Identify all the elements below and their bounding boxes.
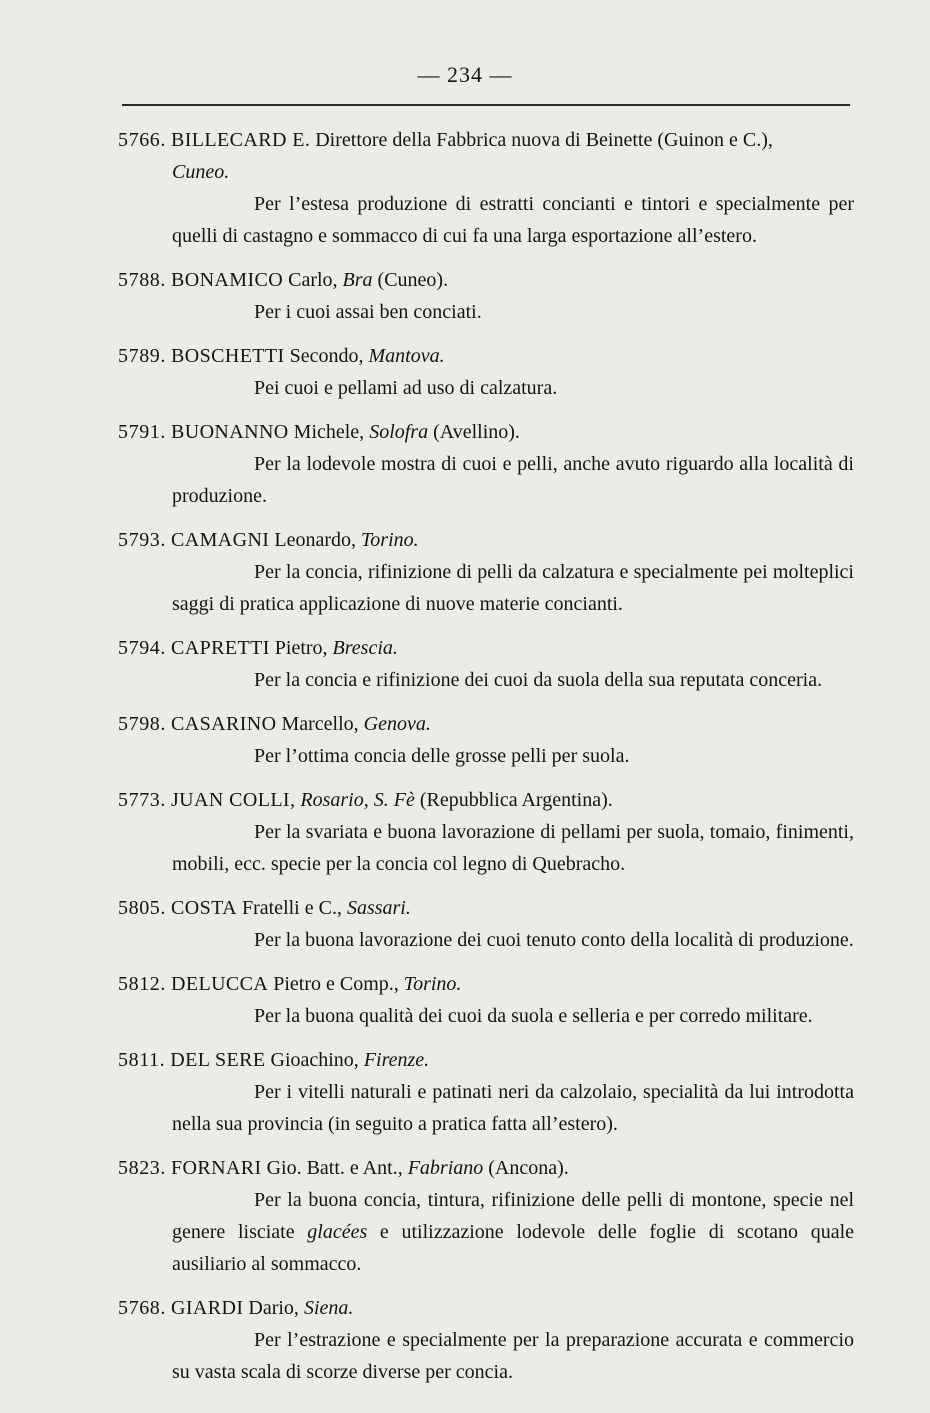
entry-details: Pietro, bbox=[269, 637, 333, 659]
entry-details: Direttore della Fabbrica nuova di Beinette (Guinon e C.), bbox=[310, 129, 773, 151]
entry-name: CASARINO bbox=[171, 713, 277, 735]
entry-number: 5794. bbox=[118, 637, 166, 659]
entry-region: (Ancona). bbox=[483, 1157, 569, 1179]
entry-description: Per l’estrazione e specialmente per la preparazione accurata e commercio su vasta scala di scorze diverse per concia. bbox=[172, 1329, 854, 1383]
entry-details: Gioachino, bbox=[265, 1049, 364, 1071]
entry-number: 5768. bbox=[118, 1297, 166, 1319]
entry-heading bbox=[118, 784, 854, 816]
entry-description: Per la svariata e buona lavorazione di pellami per suola, tomaio, finimenti, mobili, ecc. specie per la concia col legno di Quebracho. bbox=[172, 821, 854, 875]
list-item bbox=[118, 632, 854, 696]
entry-place: Firenze. bbox=[363, 1049, 430, 1071]
page-number: — 234 — bbox=[417, 62, 513, 87]
entry-details: Leonardo, bbox=[269, 529, 361, 551]
entry-heading bbox=[118, 1152, 854, 1184]
entry-heading bbox=[118, 632, 854, 664]
entry-place: Torino. bbox=[403, 973, 462, 995]
entry-name: GIARDI bbox=[171, 1297, 244, 1319]
entry-description: Per la lodevole mostra di cuoi e pelli, anche avuto riguardo alla località di produzione. bbox=[172, 453, 854, 507]
entry-heading bbox=[118, 968, 854, 1000]
entry-details: Secondo, bbox=[284, 345, 369, 367]
entry-list bbox=[118, 124, 854, 1400]
entry-heading bbox=[118, 264, 854, 296]
entry-name: BUONANNO bbox=[171, 421, 289, 443]
list-item bbox=[118, 1152, 854, 1280]
entry-name: CAMAGNI bbox=[171, 529, 270, 551]
entry-name: DELUCCA bbox=[171, 973, 269, 995]
entry-heading bbox=[118, 1044, 854, 1076]
list-item bbox=[118, 708, 854, 772]
entry-place: Solofra bbox=[369, 421, 429, 443]
entry-place: Genova. bbox=[363, 713, 431, 735]
entry-number: 5798. bbox=[118, 713, 166, 735]
entry-place: Rosario, S. Fè bbox=[300, 789, 415, 811]
list-item bbox=[118, 1044, 854, 1140]
entry-place: Sassari. bbox=[346, 897, 411, 919]
entry-heading bbox=[118, 124, 854, 188]
entry-description: Per l’estesa produzione di estratti concianti e tintori e specialmente per quelli di castagno e sommacco di cui fa una larga esportazione all’estero. bbox=[172, 193, 854, 247]
entry-name: BONAMICO bbox=[171, 269, 284, 291]
entry-details: Carlo, bbox=[283, 269, 343, 291]
entry-details: Dario, bbox=[243, 1297, 304, 1319]
entry-number: 5789. bbox=[118, 345, 166, 367]
list-item bbox=[118, 1292, 854, 1388]
entry-heading bbox=[118, 892, 854, 924]
entry-place: Torino. bbox=[361, 529, 419, 551]
entry-number: 5811. bbox=[118, 1049, 166, 1071]
entry-place: Brescia. bbox=[332, 637, 398, 659]
entry-details: Pietro e Comp., bbox=[268, 973, 404, 995]
entry-description: Per l’ottima concia delle grosse pelli per suola. bbox=[254, 745, 630, 767]
entry-number: 5766. bbox=[118, 129, 166, 151]
entry-description: Pei cuoi e pellami ad uso di calzatura. bbox=[254, 377, 558, 399]
entry-name: BOSCHETTI bbox=[171, 345, 285, 367]
entry-description-text: e utilizzazione lodevole delle foglie di scotano quale ausiliario al sommacco. bbox=[172, 1221, 855, 1275]
entry-place: Siena. bbox=[303, 1297, 354, 1319]
entry-description: Per i cuoi assai ben conciati. bbox=[254, 301, 482, 323]
list-item bbox=[118, 524, 854, 620]
entry-name: CAPRETTI bbox=[171, 637, 270, 659]
entry-number: 5823. bbox=[118, 1157, 166, 1179]
entry-description bbox=[118, 1184, 854, 1280]
list-item bbox=[118, 264, 854, 328]
entry-place: Fabriano bbox=[407, 1157, 484, 1179]
list-item bbox=[118, 892, 854, 956]
entry-name: DEL SERE bbox=[170, 1049, 266, 1071]
entry-name: FORNARI bbox=[171, 1157, 262, 1179]
entry-name: COSTA bbox=[171, 897, 237, 919]
entry-description: Per i vitelli naturali e patinati neri da calzolaio, specialità da lui introdotta nella sua provincia (in seguito a pratica fatta all’estero). bbox=[172, 1081, 854, 1135]
entry-number: 5791. bbox=[118, 421, 166, 443]
entry-name: JUAN COLLI, bbox=[171, 789, 296, 811]
entry-region: (Cuneo). bbox=[372, 269, 449, 291]
header-rule bbox=[122, 104, 850, 106]
list-item bbox=[118, 416, 854, 512]
entry-place: Bra bbox=[342, 269, 373, 291]
entry-place: Cuneo. bbox=[172, 161, 230, 183]
entry-name: BILLECARD E. bbox=[171, 129, 311, 151]
entry-region: (Avellino). bbox=[428, 421, 520, 443]
entry-number: 5812. bbox=[118, 973, 166, 995]
entry-region: (Repubblica Argentina). bbox=[414, 789, 613, 811]
entry-number: 5793. bbox=[118, 529, 166, 551]
list-item bbox=[118, 124, 854, 252]
entry-heading bbox=[118, 340, 854, 372]
entry-details: Gio. Batt. e Ant., bbox=[261, 1157, 408, 1179]
entry-details: Michele, bbox=[288, 421, 370, 443]
entry-description-text: Per la buona concia, tintura, rifinizione delle pelli di montone, specie nel genere lisciate bbox=[172, 1189, 854, 1243]
entry-number: 5788. bbox=[118, 269, 166, 291]
entry-details: Marcello, bbox=[276, 713, 364, 735]
entry-description: Per la buona qualità dei cuoi da suola e selleria e per corredo militare. bbox=[254, 1005, 813, 1027]
list-item bbox=[118, 968, 854, 1032]
entry-place: Mantova. bbox=[368, 345, 445, 367]
entry-description: Per la concia e rifinizione dei cuoi da suola della sua reputata conceria. bbox=[254, 669, 823, 691]
entry-heading bbox=[118, 1292, 854, 1324]
entry-description: Per la concia, rifinizione di pelli da calzatura e specialmente pei molteplici saggi di pratica applicazione di nuove materie concianti. bbox=[172, 561, 854, 615]
entry-heading bbox=[118, 708, 854, 740]
entry-number: 5805. bbox=[118, 897, 166, 919]
entry-heading bbox=[118, 524, 854, 556]
entry-number: 5773. bbox=[118, 789, 166, 811]
entry-heading bbox=[118, 416, 854, 448]
list-item bbox=[118, 340, 854, 404]
entry-description-italic: glacées bbox=[307, 1221, 368, 1243]
list-item bbox=[118, 784, 854, 880]
entry-description: Per la buona lavorazione dei cuoi tenuto conto della località di produzione. bbox=[254, 929, 854, 951]
entry-details: Fratelli e C., bbox=[236, 897, 347, 919]
